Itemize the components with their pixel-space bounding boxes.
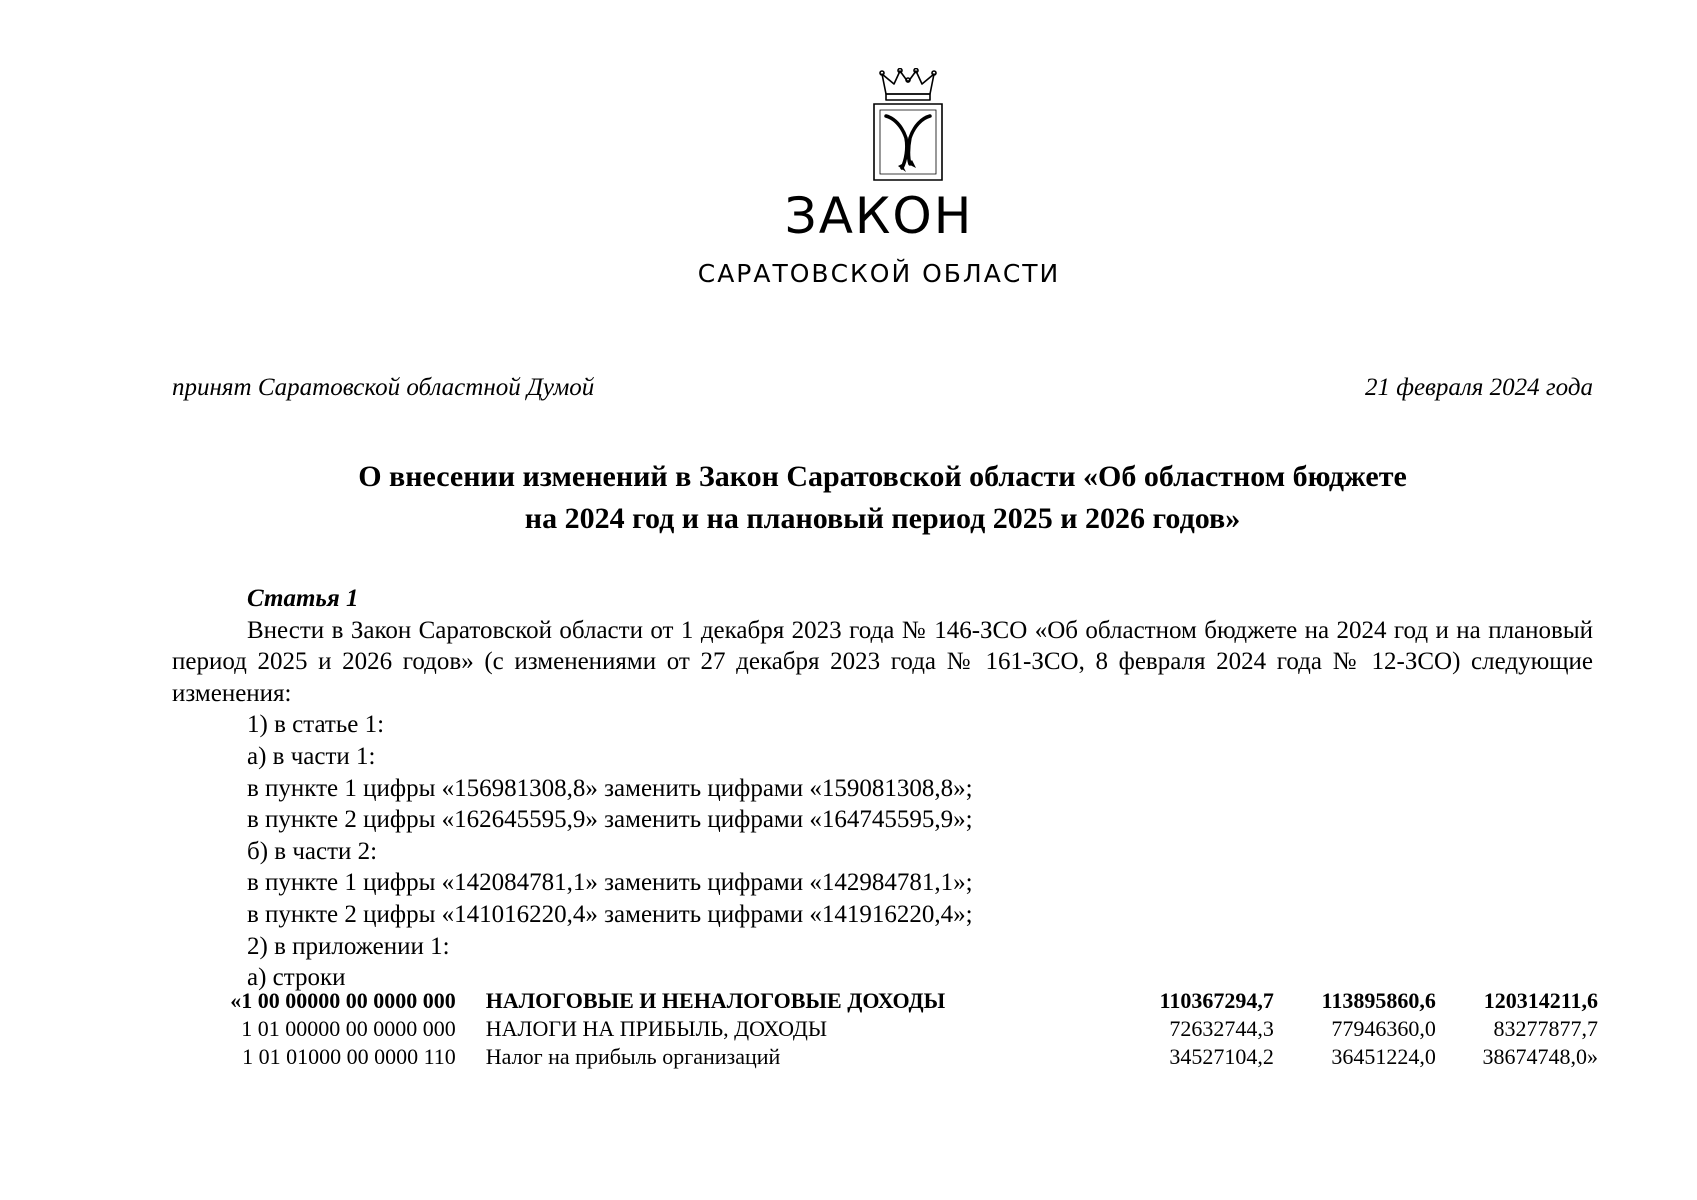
value-2024: 72632744,3 xyxy=(1169,1016,1274,1041)
document-title-line-1: О внесении изменений в Закон Саратовской области «Об областном бюджете xyxy=(358,460,1407,493)
law-label: ЗАКОН xyxy=(784,187,974,245)
table-row xyxy=(180,987,1598,1015)
value-2024: 34527104,2 xyxy=(1169,1044,1274,1069)
article-line: б) в части 2: xyxy=(247,837,378,865)
article-line: в пункте 2 цифры «162645595,9» заменить цифрами «164745595,9»; xyxy=(247,806,973,834)
value-2026: 120314211,6 xyxy=(1483,988,1598,1013)
budget-item-name: НАЛОГОВЫЕ И НЕНАЛОГОВЫЕ ДОХОДЫ xyxy=(485,988,946,1013)
article-1 xyxy=(172,583,1593,994)
table-row xyxy=(180,1043,1598,1071)
adopted-by: принят Саратовской областной Думой xyxy=(172,374,595,401)
table-row xyxy=(180,1015,1598,1043)
budget-table xyxy=(180,987,1598,1071)
budget-code: 1 01 01000 00 0000 110 xyxy=(242,1044,456,1069)
article-line: в пункте 1 цифры «156981308,8» заменить цифрами «159081308,8»; xyxy=(247,774,973,802)
article-line: 1) в статье 1: xyxy=(247,711,385,739)
value-2025: 113895860,6 xyxy=(1321,988,1436,1013)
article-line: а) в части 1: xyxy=(247,742,376,770)
document-title-line-2: на 2024 год и на плановый период 2025 и 2026 годов» xyxy=(524,502,1241,535)
value-2025: 77946360,0 xyxy=(1331,1016,1436,1041)
article-line: 2) в приложении 1: xyxy=(247,932,450,960)
article-line: в пункте 1 цифры «142084781,1» заменить цифрами «142984781,1»; xyxy=(247,869,973,897)
budget-item-name: Налог на прибыль организаций xyxy=(485,1044,781,1069)
budget-item-name: НАЛОГИ НА ПРИБЫЛЬ, ДОХОДЫ xyxy=(485,1016,828,1041)
value-2024: 110367294,7 xyxy=(1159,988,1274,1013)
document-title xyxy=(172,456,1593,540)
value-2025: 36451224,0 xyxy=(1331,1044,1436,1069)
saratov-coat-of-arms-icon xyxy=(872,68,944,186)
region-name: САРАТОВСКОЙ ОБЛАСТИ xyxy=(697,259,1061,288)
value-2026: 83277877,7 xyxy=(1493,1016,1598,1041)
article-line: а) строки xyxy=(247,964,346,992)
article-intro: Внести в Закон Саратовской области от 1 декабря 2023 года № 146-ЗСО «Об областном бюджете на 2024 год и на плановый период 2025 и 2026 годов» (с изменениями от 27 декабря 2023 года № 161-ЗСО, 8 февраля 2024 года № 12-ЗСО) следующие изменения: xyxy=(172,616,1593,707)
adoption-date: 21 февраля 2024 года xyxy=(1364,374,1593,401)
article-heading: Статья 1 xyxy=(247,585,359,612)
value-2026: 38674748,0» xyxy=(1482,1044,1598,1069)
budget-code: «1 00 00000 00 0000 000 xyxy=(230,988,456,1013)
article-line: в пункте 2 цифры «141016220,4» заменить цифрами «141916220,4»; xyxy=(247,900,973,928)
budget-code: 1 01 00000 00 0000 000 xyxy=(241,1016,456,1041)
